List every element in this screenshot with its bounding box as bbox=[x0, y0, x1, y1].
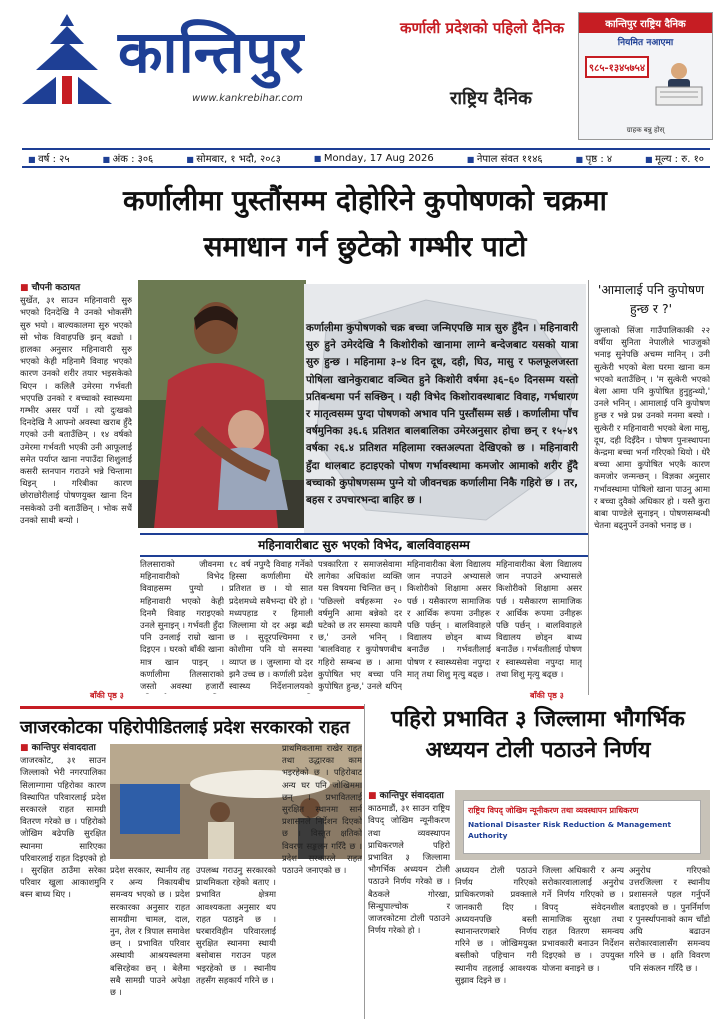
story3-headline-line1: पहिरो प्रभावित ३ जिल्लामा भौगर्भिक bbox=[391, 707, 685, 732]
right-column-text: जुम्लाको सिंजा गाउँपालिकाकी २२ वर्षीया सुनिता नेपालीले भाउजुको भनाइ सुनेपछि अचम्म मानिन् । उनी सुत्केरी भएको बेला घरमा खाना कम भएको बताउँछिन् । 'म सुत्केरी भएको बेला आमा पनि कुपोषित हुनुहुन्थ्यो,' उनले भनिन् । आमालाई पनि कुपोषण हुन्छ र भन्ने प्रश्न उनको मनमा बस्यो । सुत्केरी र महिनावारी भएको बेला मासु, दूध, दही दिइँदैन । पोषण पुनःस्थापना केन्द्रमा बच्चा भर्ना गरिएको थियो । धेरै बच्चा आमा कुपोषित भएकै कारण कमजोर जन्मन्छन् । विज्ञका अनुसार गर्भावस्थामा पोषिलो खाना पाउनु आमा र बच्चा दुवैको अधिकार हो । यस्तै कुरा बाबा पाण्डेले सुनाइन् । पोषणसम्बन्धी चेतना बढ्नुपर्ने उनको भनाइ छ । bbox=[594, 325, 710, 531]
price: ■ मूल्य : रु. १० bbox=[645, 151, 704, 165]
newspaper-logo-text: कान्तिपुर bbox=[118, 18, 305, 86]
ad-title: कान्तिपुर राष्ट्रिय दैनिक bbox=[579, 13, 712, 33]
story2-col3-text: उपलब्ध गराउनु सरकारको प्राथमिकता रहेको बताए । प्रभावित क्षेत्रमा आवश्यकता अनुसार थप राहत पठाइने छ । घरबारविहीन परिवारलाई सुरक्षित स्थानमा स्थायी बसोबास गराउन पहल भइरहेको छ । स्थानीय तहसँग सहकार्य गरिने छ । bbox=[196, 865, 276, 985]
highlight-summary: कर्णालीमा कुपोषणको चक्र बच्चा जन्मिएपछि मात्र सुरु हुँदैन । महिनावारी सुरु हुने उमेरदेखि नै किशोरीको खानामा लाग्ने बन्देजबाट यसको यात्रा सुरु हुन्छ । महिनामा ३–४ दिन दूध, दही, घिउ, मासु र फलफूलजस्ता पोषिला खानेकुराबाट वञ्चित हुने किशोरी वर्षमा ३६–६० दिनसम्म यस्तो प्रतिबन्धमा पर्न सक्छिन् । यही विभेद किशोरावस्थाबाट विवाह, गर्भधारण र मातृत्वसम्म पुग्दा पोषणको अभाव पनि पुस्तौंसम्म सर्छ । कर्णालीमा पाँच वर्षमुनिका ३६.६ प्रतिशत बालबालिका उमेरअनुसार होचा छन् र १५–४९ वर्षका २६.४ प्रतिशत महिलामा रक्तअल्पता देखिएको छ । महिनावारी हुँदा थालबाट हटाइएको पोषण गर्भावस्थामा कमजोर आमाको शरीर हुँदै बच्चाको कुपोषणसम्म पुग्ने यो जीवनचक्र कर्णालीमा निकै गहिरो छ । तर, बहस र उपचारभन्दा बाहिर छ । bbox=[306, 322, 578, 507]
ad-caption: ग्राहक बन्नु होस् bbox=[626, 126, 665, 134]
lead-story-col5-text: महिनावारीका बेला विद्यालय जान नपाउने अभ्यासले किशोरीको शिक्षामा असर पर्छ । यसैकारण सामाजिक र आर्थिक रूपमा उनीहरू पछि पर्छन् । बालविवाहले विद्यालय छोड्न बाध्य बनाउँछ । गर्भवतीलाई पोषण र स्वास्थ्यसेवा नपुग्दा मातृ तथा शिशु मृत्यु बढ्छ । bbox=[407, 559, 491, 679]
lead-story-byline: ■ चौपनी कठायत bbox=[20, 282, 132, 294]
ad-phone-number: ९८५-१३४५७५४ bbox=[585, 56, 649, 78]
lead-story-col2-text: तिलसाराको जीवनमा महिनावारीको विभेद विवाहसम्म पुग्यो । महिनावारी भएको केही दिनमै विवाह गराइएको उनले सुनाइन् । गर्भवती हुँदा पनि उनलाई राम्रो खाना दिइएन । घरको बाँकी खाना मात्र खान पाइन् । कर्णालीमा तिलसाराको जस्तो अवस्था हजारौं bbox=[140, 559, 224, 692]
story3-column-2 bbox=[455, 864, 537, 1019]
story-divider bbox=[364, 704, 365, 1019]
story2-byline: ■ कान्तिपुर संवाददाता bbox=[20, 742, 106, 754]
masthead-subtitle: राष्ट्रिय दैनिक bbox=[450, 88, 532, 109]
lead-story-col3-text: १८ वर्ष नपुग्दै विवाह गर्नेको हिस्सा कर्णालीमा धेरै प्रतिशत छ । यो सात प्रदेशमध्ये सबैभन्दा धेरै हो । मध्यपहाड र हिमाली जिल्लामा यो दर अझ बढी छ । सुदूरपश्चिममा र कोशीमा पनि यो समस्या व्याप्त छ । जुम्लामा यो दर झनै उच्च छ । कर्णाली प्रदेश स्वास्थ्य निर्देशनालयको bbox=[229, 559, 313, 692]
story3-byline: ■ कान्तिपुर संवाददाता bbox=[368, 790, 450, 802]
lead-read-more-1[interactable] bbox=[90, 683, 124, 702]
ad-subtitle: नियमित नआएमा bbox=[617, 38, 674, 48]
story3-column-3 bbox=[542, 864, 624, 1019]
lead-story-column-3 bbox=[229, 558, 313, 694]
story3-col1-text: काठमाडौं, ३१ साउन राष्ट्रिय विपद् जोखिम न्यूनीकरण तथा व्यवस्थापन प्राधिकरणले पहिरो प्रभावित ३ जिल्लामा भौगर्भिक अध्ययन टोली पठाउने निर्णय गरेको छ । बैठकले गोरखा, सिन्धुपाल्चोक र जाजरकोटमा टोली पठाउने निर्णय गरेको हो । bbox=[368, 803, 450, 936]
issue-date-english: ■ Monday, 17 Aug 2026 bbox=[314, 153, 434, 164]
story3-col3-text: जिल्ला अधिकारी र अन्य सरोकारवालालाई अनुरोध गर्ने निर्णय गरिएको छ । विपद् संवेदनशील सामाजिक सुरक्षा तथा राहत वितरण समन्वय प्रभावकारी बनाउन निर्देशन दिइएको छ । उपयुक्त योजना बनाइने छ । bbox=[542, 865, 624, 973]
newspaper-logo-emblem-icon bbox=[22, 14, 112, 110]
lead-subheadline: महिनावारीबाट सुरु भएको विभेद, बालविवाहसम्म bbox=[140, 533, 588, 557]
lead-story-col5b-text: महिनावारीका बेला विद्यालय जान नपाउने अभ्यासले किशोरीको शिक्षामा असर पर्छ । यसैकारण सामाजिक र आर्थिक रूपमा उनीहरू पछि पर्छन् । बालविवाहले विद्यालय छोड्न बाध्य बनाउँछ । गर्भवतीलाई पोषण र स्वास्थ्यसेवा नपुग्दा मातृ तथा शिशु मृत्यु बढ्छ । bbox=[496, 559, 582, 679]
lead-read-more-2[interactable] bbox=[530, 683, 564, 702]
main-headline-line2: समाधान गर्न छुटेको गम्भीर पाटो bbox=[203, 230, 527, 263]
masthead-website[interactable]: www.kankrebihar.com bbox=[192, 93, 303, 104]
masthead-tagline: कर्णाली प्रदेशको पहिलो दैनिक bbox=[400, 19, 565, 37]
story3-headline-line2: अध्ययन टोली पठाउने निर्णय bbox=[425, 738, 651, 763]
story2-column-4 bbox=[282, 742, 362, 1019]
subscription-ad bbox=[578, 12, 713, 140]
lead-story-col1-text: सुर्खेत, ३१ साउन महिनावारी सुरु भएको दिनदेखि नै उनको भोकसँगै सुरु भयो । बाल्यकालमा सुरु भएको सो भोक विवाहपछि झन् बढ्यो । हालका अनुसार महिनावारी सुरु भएको केही महिनामै विवाह भएको कारण उनको शरीर तयार भइसकेको थिएन । कलिलै उमेरमा गर्भवती भएपछि उनको र बच्चाको स्वास्थ्यमा गम्भीर असर पर्यो । त्यो दुःखको दिनदेखि नै आफ्नो अवस्था खराब हुँदै गएको उनी बताउँछिन् । १४ वर्षको उमेरमा गर्भवती भएकी उनी आफूलाई समेत पर्याप्त खाना नपाउँदा शिशुलाई कसरी स्तनपान गराउने भन्ने चिन्तामा थिइन् । गरिबीका कारण छोराछोरीलाई पोषणयुक्त खाना दिन नसकेको उनी बताउँछिन् । भोक सधैं उनको साथी बन्यो । bbox=[20, 295, 132, 525]
story3-col2-text: अध्ययन टोली पठाउने निर्णय गरिएको प्राधिकरणको प्रवक्ताले जानकारी दिए । अध्ययनपछि बस्ती स्थानान्तरणबारे निर्णय गरिने छ । जोखिमयुक्त बस्तीको पहिचान गरी स्थानीय तहलाई आवश्यक सुझाव दिइने छ । bbox=[455, 865, 537, 985]
lead-story-column-5 bbox=[407, 558, 491, 694]
issue-number: ■ अंक : ३०६ bbox=[103, 151, 154, 165]
authority-name-nepali: राष्ट्रिय विपद् जोखिम न्यूनीकरण तथा व्यवस्थापन प्राधिकरण bbox=[468, 806, 639, 815]
authority-banner bbox=[463, 800, 701, 854]
story2-column-3 bbox=[196, 864, 276, 1019]
story2-headline[interactable]: जाजरकोटका पहिरोपीडितलाई प्रदेश सरकारको राहत bbox=[20, 706, 364, 739]
mother-child-photo bbox=[138, 280, 306, 528]
story2-column-1 bbox=[20, 742, 106, 1017]
story3-column-1 bbox=[368, 790, 450, 1020]
read-more-link-2[interactable]: बाँकी पृष्ठ ३ bbox=[530, 691, 564, 700]
lead-story-column-4 bbox=[318, 558, 402, 694]
story2-col1-text: जाजरकोट, ३१ साउन जिल्लाको भेरी नगरपालिका सिलाम्गामा पहिरोका कारण विस्थापित परिवारलाई प्रदेश सरकारले राहत सामग्री वितरण गरेको छ । पहिरोको जोखिम बढेपछि सुरक्षित स्थानमा सारिएका परिवारलाई राहत दिइएको हो । सुरक्षित ठाउँमा सरेका परिवार खुला आकाशमुनि बस्न बाध्य थिए । bbox=[20, 755, 106, 900]
story3-column-4 bbox=[629, 864, 710, 1019]
authority-name-english: National Disaster Risk Reduction & Management Authority bbox=[468, 820, 672, 840]
issue-date-nepali: ■ सोमबार, १ भदौ, २०८३ bbox=[186, 151, 281, 165]
main-headline[interactable] bbox=[20, 178, 710, 270]
right-column-title[interactable]: 'आमालाई पनि कुपोषण हुन्छ र ?' bbox=[597, 282, 705, 316]
story3-col4-text: अनुरोध गरिएको उत्तरजिल्ला र स्थानीय प्रशासनले पहल गर्नुपर्ने बताइएको छ । पुनर्निर्माण र पुनर्स्थापनाको काम चाँडो अघि बढाउन सरोकारवालासँग समन्वय गरिने छ । क्षति विवरण पनि संकलन गरिँदै छ । bbox=[629, 865, 710, 973]
lead-story-column-2 bbox=[140, 558, 224, 694]
right-column-body bbox=[594, 324, 710, 694]
story3-headline[interactable] bbox=[366, 704, 710, 766]
lead-story-col4-text: पत्रकारिता र समाजसेवामा लागेका अधिकांश व्यक्ति यस विषयमा चिन्तित छन् । 'पछिल्लो वर्षहरूमा २० वर्षमुनि आमा बन्नेको दर घटेको छ तर समस्या कायमै छ,' उनले भनिन् । 'बालविवाह र कुपोषणबीच गहिरो सम्बन्ध छ । आमा कुपोषित भए बच्चा पनि कुपोषित हुन्छ,' उनले थपिन् bbox=[318, 559, 402, 692]
main-headline-line1: कर्णालीमा पुस्तौंसम्म दोहोरिने कुपोषणको चक्रमा bbox=[123, 184, 607, 217]
story2-col2-text: प्रदेश सरकार, स्थानीय तह र अन्य निकायबीच समन्वय भएको छ । प्रदेश सरकारका अनुसार राहत सामग्रीमा चामल, दाल, नुन, तेल र त्रिपाल समावेश छन् । प्रभावित परिवार अस्थायी आश्रयस्थलमा बसिरहेका छन् । बेलैमा सबै सामग्री पाउने अपेक्षा छ । bbox=[110, 865, 190, 998]
story2-column-2 bbox=[110, 864, 190, 1019]
lead-story-column-6 bbox=[496, 558, 582, 682]
nepal-samvat: ■ नेपाल संवत ११४६ bbox=[467, 151, 543, 165]
authority-banner-photo bbox=[455, 790, 710, 860]
reader-illustration-icon bbox=[654, 61, 704, 119]
lead-story-column-1 bbox=[20, 282, 132, 682]
page-count: ■ पृष्ठ : ४ bbox=[576, 151, 613, 165]
column-divider bbox=[588, 280, 589, 695]
read-more-link[interactable]: बाँकी पृष्ठ ३ bbox=[90, 691, 124, 700]
issue-year: ■ वर्ष : २५ bbox=[28, 151, 70, 165]
story2-col4-text: प्राथमिकतामा राखेर राहत तथा उद्धारका काम भइरहेको छ । पहिरोबाट अन्य घर पनि जोखिममा छन् । प्रभावितलाई सुरक्षित स्थानमा सार्न प्रशासनले निर्देशन दिएको छ । विस्तृत क्षतिको विवरण सङ्कलन गरिँदै छ । प्रदेश सरकारले राहत पठाउने जनाएको छ । bbox=[282, 743, 362, 876]
issue-info-bar bbox=[22, 148, 710, 168]
